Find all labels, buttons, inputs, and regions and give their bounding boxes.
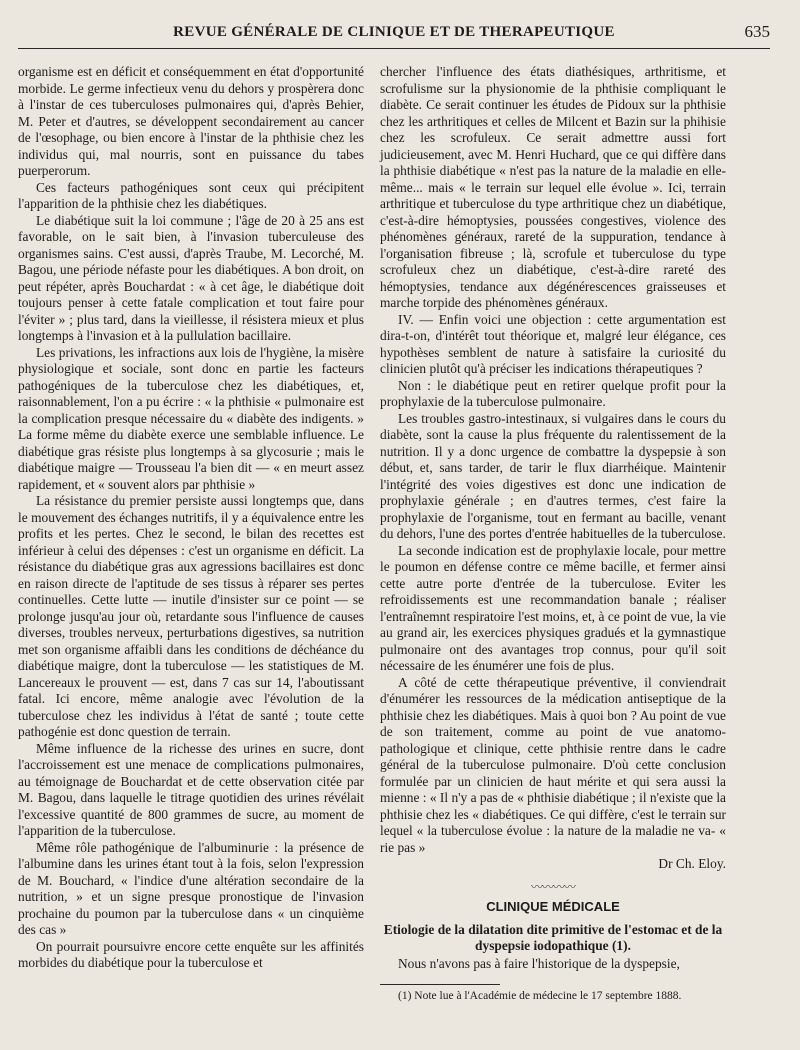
paragraph: Non : le diabétique peut en retirer quelque profit pour la prophylaxie de la tuberculose pulmonaire. <box>380 377 726 409</box>
paragraph: Le diabétique suit la loi commune ; l'âge de 20 à 25 ans est favorable, on le sait bien, à l'invasion tuberculeuse des organismes sains. C'est aussi, d'après Traube, M. Lecorché, M. Bagou, une période néfaste pour les diabétiques. A bon droit, on peut répéter, après Bouchardat : « à cet âge, le diabétique doit toujours penser à cette fatale complication et tout faire pour l'éviter » ; plus tard, dans la vieillesse, il résistera mieux et plus longtemps à l'invasion et à la pullulation bacillaire. <box>18 212 364 343</box>
paragraph: La résistance du premier persiste aussi longtemps que, dans le mouvement des échanges nutritifs, il y a équivalence entre les profits et les pertes. Chez le second, le bilan des recettes est inférieur à celui des dépenses : c'est un organisme en déficit. La résistance du diabétique gras aux agressions bacillaires est donc en raison directe de l'aptitude de ses tissus à réparer ses pertes continuelles. Cette lutte — inutile d'insister sur ce point — se prolonge jusqu'au jour où, retardante sous l'influence de causes diverses, troubles nerveux, perturbations digestives, sa nutrition met son organisme affaibli dans les conditions de déchéance du diabétique maigre, dont la tuberculose — les statistiques de M. Lancereaux le prouvent — est, dans 7 cas sur 14, l'aboutissant fatal. Ici encore, même analogie avec l'évolution de la tuberculose chez les individus à l'état de santé ; toute cette pathogénie est donc question de terrain. <box>18 493 364 739</box>
footnote: (1) Note lue à l'Académie de médecine le 17 septembre 1888. <box>398 990 682 1002</box>
paragraph: organisme est en déficit et conséquemment en état d'opportunité morbide. Le germe infectieux venu du dehors y prospèrera donc à l'instar de ces tuberculoses pulmonaires qui, d'après Behier, M. Peter et d'autres, se développent secondairement au cancer de l'œsophage, ou bien encore à l'instar de la phthisie chez les individus qui, mal nourris, sont en puissance du tabes puerperorum. <box>18 64 364 178</box>
paragraph: Nous n'avons pas à faire l'historique de la dyspepsie, <box>398 955 680 971</box>
author-signature: Dr Ch. Eloy. <box>658 856 726 871</box>
paragraph: A côté de cette thérapeutique préventive, il conviendrait d'énumérer les ressources de la médication antiseptique de la phthisie chez les diabétiques. Mais à quoi bon ? Au point de vue de son traitement, comme au point de vue anatomo-pathologique et clinique, cette phthisie rentre dans le cadre général de la tuberculose pulmonaire. D'où cette conclusion formulée par un clinicien de haut mérite et qui sera aussi la mienne : « Il n'y a pas de « phthisie diabétique ; il n'existe que la phthisie chez les « diabétiques. Ce qui diffère, c'est le terrain sur lequel « la tuberculose évolue : la nature de la maladie ne va- « rie pas » <box>380 674 726 855</box>
running-header <box>18 22 770 49</box>
wavy-divider: 〰〰〰〰 <box>530 879 575 894</box>
paragraph: Même rôle pathogénique de l'albuminurie : la présence de l'albumine dans les urines étant tout à la fois, selon l'expression de M. Bouchard, « l'indice d'une altération secondaire de la nutrition, » et un signe presque pronostique de l'invasion prochaine du poumon par la tuberculose dans « un cinquième des cas » <box>18 839 364 937</box>
paragraph: Même influence de la richesse des urines en sucre, dont l'accroissement est une menace de complications pulmonaires, au témoignage de Bouchardat et de cette observation citée par M. Bagou, dans laquelle le titrage quotidien des urines révélait l'excessive quantité de 800 grammes de sucre, au moment de l'apparition de la tuberculose. <box>18 740 364 838</box>
paragraph: Les troubles gastro-intestinaux, si vulgaires dans le cours du diabète, sont la cause la plus fréquente du ralentissement de la nutrition. Il y a donc urgence de combattre la dyspepsie à son début, et, sans tarder, de tarir le flux diarrhéique. Maintenir l'intégrité des voies digestives est donc une indication de prophylaxie générale ; en d'autres termes, c'est faire la prophylaxie de l'organisme, tout en fermant au bacille, venant du dehors, l'une des portes d'entrée habituelles de la tuberculose. <box>380 410 726 541</box>
left-column <box>18 64 364 972</box>
page-number: 635 <box>744 22 770 41</box>
paragraph: IV. — Enfin voici une objection : cette argumentation est dira-t-on, d'intérêt tout théorique et, malgré leur élégance, ces hypothèses semblent de nature à satisfaire la curiosité du clinicien plutôt qu'à préciser les indications thérapeutiques ? <box>380 311 726 376</box>
paragraph: Les privations, les infractions aux lois de l'hygiène, la misère physiologique et sociale, sont donc en partie les facteurs pathogéniques de la tuberculose chez les diabétiques, et, raisonnablement, l'on a pu écrire : « la phthisie « pulmonaire est la complication presque nécessaire du « diabète des indigents. » La forme même du diabète exerce une semblable influence. Le diabétique gras résiste plus longtemps à sa glycosurie ; mais le diabétique maigre — Trousseau l'a bien dit — « en meurt assez rapidement, et « souvent alors par phthisie » <box>18 344 364 492</box>
paragraph: chercher l'influence des états diathésiques, arthritisme, et scrofulisme sur la physionomie de la phthisie compliquant le diabète. Ce serait continuer les études de Pidoux sur la phthisie chez les arthritiques et celles de Milcent et Bazin sur la phihisie chez les scrofuleux. Ce serait admettre aussi fort judicieusement, avec M. Henri Huchard, que ce qui diffère dans la phthisie diabétique « n'est pas la nature de la maladie en elle-même... mais « le terrain sur lequel elle évolue ». Ici, terrain arthritique et tuberculose du type arthritique chez un diabétique, c'est-à-dire hémoptysies, poussées congestives, violence des phénomènes généraux, rareté de la suppuration, tendance à l'organisation fibreuse ; là, scrofule et tuberculose du type scrofuleux chez un diabétique, c'est-à-dire rareté des hémoptysies, tendance aux dégénérescences graisseuses et marche torpide des phénomènes généraux. <box>380 64 726 310</box>
right-column <box>380 64 726 1003</box>
paragraph: On pourrait poursuivre encore cette enquête sur les affinités morbides du diabétique pour la tuberculose et <box>18 938 364 970</box>
section-title: CLINIQUE MÉDICALE <box>486 899 620 914</box>
article-title: Etiologie de la dilatation dite primitive de l'estomac et de la dyspepsie iodopathique (1). <box>383 921 723 953</box>
paragraph: Ces facteurs pathogéniques sont ceux qui précipitent l'apparition de la phthisie chez les diabétiques. <box>18 179 364 211</box>
footnote-divider <box>380 984 500 985</box>
paragraph: La seconde indication est de prophylaxie locale, pour mettre le poumon en défense contre ce même bacille, et fermer ainsi cette autre porte d'entrée de la tuberculose. Eviter les refroidissements est une recommandation banale ; réaliser l'entraînemnt respiratoire l'est moins, et, à ce point de vue, la vie au grand air, les exercices physiques gradués et la gymnastique pulmonaire ont des avantages trop connus, pour qu'il soit nécessaire de les énumérer une fois de plus. <box>380 542 726 673</box>
journal-title: REVUE GÉNÉRALE DE CLINIQUE ET DE THERAPEUTIQUE <box>173 24 615 40</box>
